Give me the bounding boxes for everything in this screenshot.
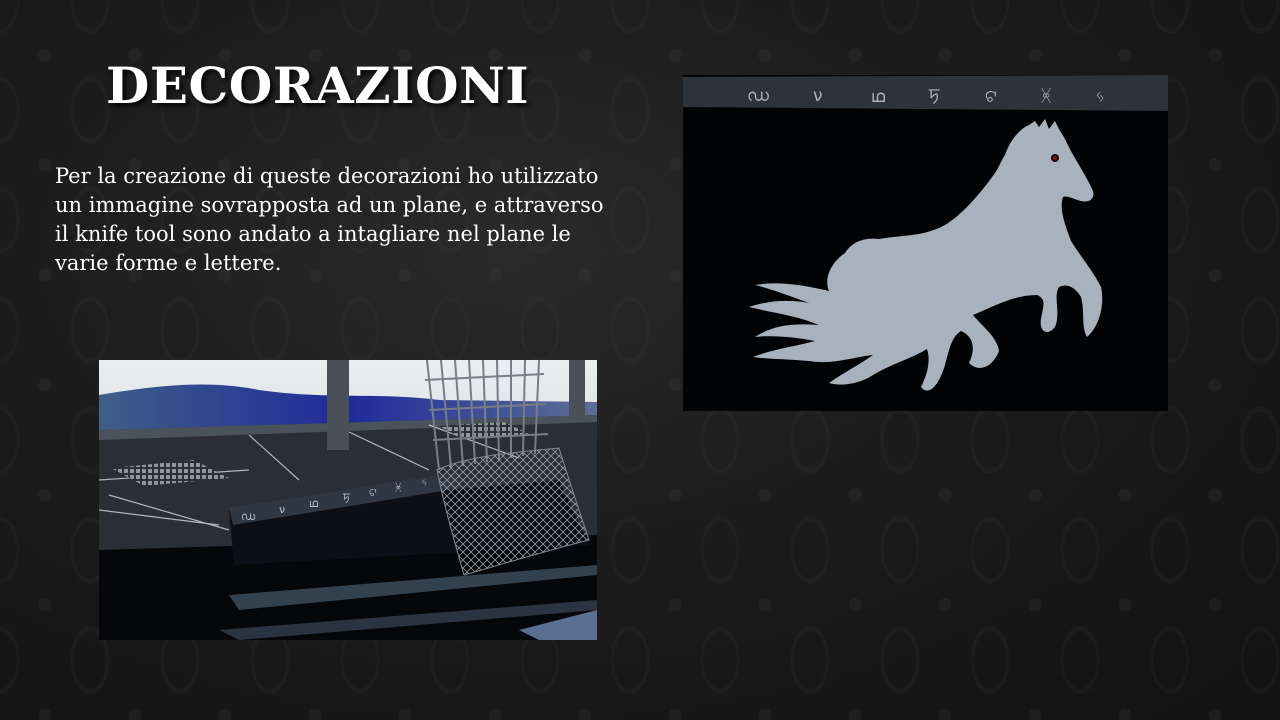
svg-text:ଟ: ଟ xyxy=(369,486,377,499)
horse-render-illustration xyxy=(683,75,1168,411)
svg-text:ᛃ: ᛃ xyxy=(1095,87,1106,107)
svg-text:ν: ν xyxy=(279,503,286,516)
body-line: Per la creazione di queste decorazioni ho utilizzato xyxy=(55,164,599,188)
svg-text:ഥ: ഥ xyxy=(871,87,885,107)
svg-text:ഡ: ഡ xyxy=(241,510,256,523)
slide-title: DECORAZIONI xyxy=(106,56,530,115)
svg-text:ν: ν xyxy=(813,86,823,106)
svg-text:ᚸ: ᚸ xyxy=(1041,86,1052,106)
scene-render-image xyxy=(99,360,597,640)
svg-text:ഡ: ഡ xyxy=(747,86,769,106)
svg-text:ᛃ: ᛃ xyxy=(421,476,428,489)
svg-text:ꠠ: ꠠ xyxy=(929,86,940,106)
svg-text:ଟ: ଟ xyxy=(985,87,997,107)
svg-text:ꠠ: ꠠ xyxy=(343,491,350,504)
body-line: il knife tool sono andato a intagliare nel plane le xyxy=(55,222,571,246)
svg-text:ഥ: ഥ xyxy=(309,497,319,510)
slide-body-text xyxy=(55,162,635,278)
body-line: varie forme e lettere. xyxy=(55,251,282,275)
horse-render-image xyxy=(683,75,1168,411)
body-line: un immagine sovrapposta ad un plane, e attraverso xyxy=(55,193,604,217)
scene-render-illustration xyxy=(99,360,597,640)
svg-text:ᚸ: ᚸ xyxy=(395,481,402,494)
